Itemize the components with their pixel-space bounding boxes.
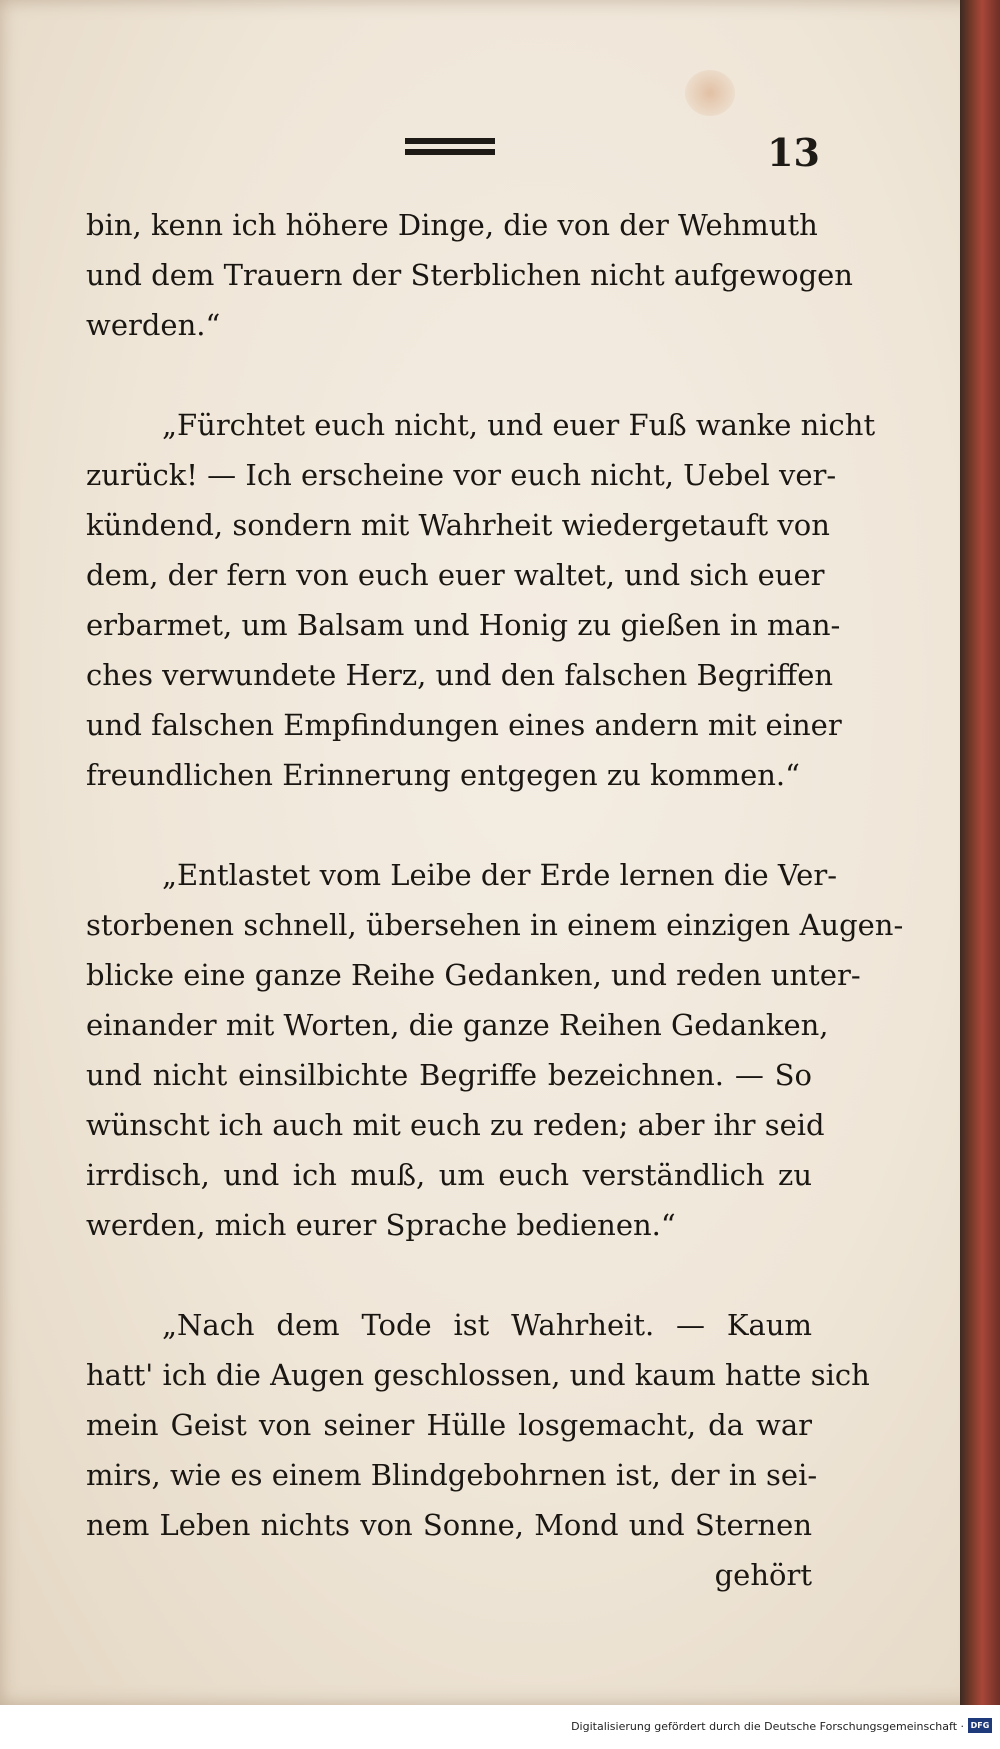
paragraph-gap [86,1250,812,1300]
digitization-credit: Digitalisierung gefördert durch die Deutsche Forschungsgemeinschaft · [571,1720,964,1733]
page-number: 13 [767,130,820,175]
rule-line-bottom [405,149,495,155]
text-line: mirs, wie es einem Blindgebohrnen ist, der in sei- [86,1458,818,1492]
text-line: „Fürchtet euch nicht, und euer Fuß wanke nicht [162,408,876,442]
text-line: wünscht ich auch mit euch zu reden; aber ihr seid [86,1108,825,1142]
paragraph-gap [86,350,812,400]
text-line: und nicht einsilbichte Begriffe bezeichnen. — So [86,1058,812,1092]
book-spine [960,0,1000,1749]
text-line: „Entlastet vom Leibe der Erde lernen die Ver- [162,858,838,892]
text-line: einander mit Worten, die ganze Reihen Gedanken, [86,1008,829,1042]
text-line: hatt' ich die Augen geschlossen, und kaum hatte sich [86,1358,870,1392]
text-line: mein Geist von seiner Hülle losgemacht, da war [86,1408,812,1442]
body-text [86,200,904,1550]
text-line: und dem Trauern der Sterblichen nicht aufgewogen [86,258,853,292]
text-line: bin, kenn ich höhere Dinge, die von der Wehmuth [86,208,818,242]
rule-line-top [405,138,495,144]
text-line: storbenen schnell, übersehen in einem einzigen Augen- [86,908,904,942]
dfg-logo: DFG [968,1718,992,1733]
text-line: und falschen Empfindungen eines andern mit einer [86,708,842,742]
text-line: erbarmet, um Balsam und Honig zu gießen in man- [86,608,841,642]
text-line: kündend, sondern mit Wahrheit wiedergetauft von [86,508,830,542]
text-line: freundlichen Erinnerung entgegen zu kommen.“ [86,758,800,792]
text-line: werden, mich eurer Sprache bedienen.“ [86,1208,676,1242]
catchword: gehört [714,1558,812,1592]
text-line: ches verwundete Herz, und den falschen Begriffen [86,658,834,692]
paper-stain [685,70,735,116]
text-line: nem Leben nichts von Sonne, Mond und Sternen [86,1508,812,1542]
text-line: dem, der fern von euch euer waltet, und sich euer [86,558,825,592]
text-line: irrdisch, und ich muß, um euch verständlich zu [86,1158,812,1192]
text-line: zurück! — Ich erscheine vor euch nicht, Uebel ver- [86,458,837,492]
text-line: blicke eine ganze Reihe Gedanken, und reden unter- [86,958,861,992]
text-line: werden.“ [86,308,221,342]
paragraph-gap [86,800,812,850]
header-rule [405,138,495,160]
text-line: „Nach dem Tode ist Wahrheit. — Kaum [162,1308,812,1342]
